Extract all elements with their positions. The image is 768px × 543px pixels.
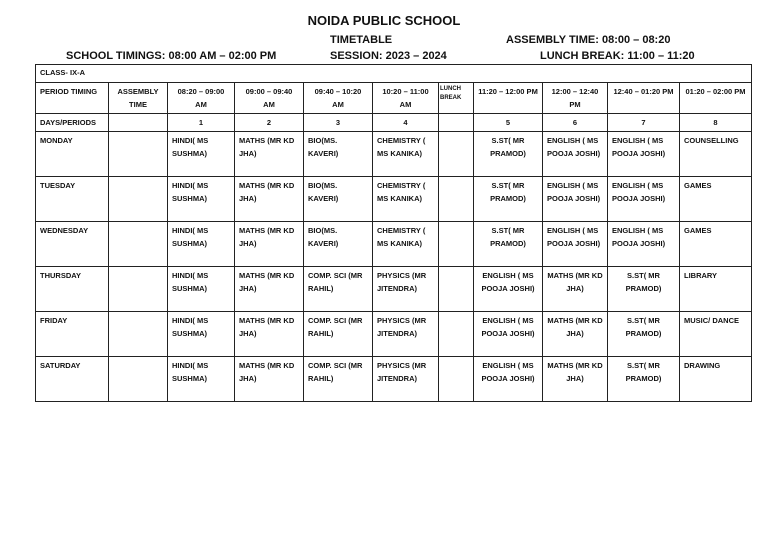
session: SESSION: 2023 – 2024 <box>330 50 447 62</box>
period-cell: MATHS (MR KD JHA) <box>235 357 304 402</box>
period-cell: PHYSICS (MR JITENDRA) <box>373 357 439 402</box>
period-cell: MATHS (MR KD JHA) <box>235 312 304 357</box>
period-cell: HINDI( MS SUSHMA) <box>168 312 235 357</box>
time-slot: 12:00 – 12:40 PM <box>543 83 608 114</box>
empty-cell <box>109 132 168 177</box>
period-cell: GAMES <box>680 177 752 222</box>
period-cell: HINDI( MS SUSHMA) <box>168 222 235 267</box>
lunch-break-time: LUNCH BREAK: 11:00 – 11:20 <box>540 50 695 62</box>
period-number: 7 <box>608 114 680 132</box>
day-row <box>36 312 752 357</box>
period-number: 5 <box>474 114 543 132</box>
time-slot: 12:40 – 01:20 PM <box>608 83 680 114</box>
empty-cell <box>109 177 168 222</box>
time-slot: 08:20 – 09:00 AM <box>168 83 235 114</box>
period-cell: HINDI( MS SUSHMA) <box>168 357 235 402</box>
lunch-cell <box>439 222 474 267</box>
timetable-label: TIMETABLE <box>330 34 393 46</box>
day-row <box>36 222 752 267</box>
assembly-time-header: ASSEMBLY TIME <box>109 83 168 114</box>
lunch-cell <box>439 312 474 357</box>
lunch-cell <box>439 267 474 312</box>
period-cell: BIO(MS. KAVERI) <box>304 222 373 267</box>
days-periods-row <box>36 114 752 132</box>
period-cell: ENGLISH ( MS POOJA JOSHI) <box>543 177 608 222</box>
period-number: 2 <box>235 114 304 132</box>
day-label: FRIDAY <box>36 312 109 357</box>
empty-cell <box>109 267 168 312</box>
period-cell: S.ST( MR PRAMOD) <box>474 177 543 222</box>
empty-cell <box>109 222 168 267</box>
period-timing-label: PERIOD TIMING <box>36 83 109 114</box>
lunch-cell <box>439 177 474 222</box>
period-cell: ENGLISH ( MS POOJA JOSHI) <box>543 132 608 177</box>
time-slot: 10:20 – 11:00 AM <box>373 83 439 114</box>
time-slot: 09:40 – 10:20 AM <box>304 83 373 114</box>
period-cell: MATHS (MR KD JHA) <box>235 177 304 222</box>
timetable <box>35 64 752 402</box>
period-number: 1 <box>168 114 235 132</box>
period-cell: HINDI( MS SUSHMA) <box>168 132 235 177</box>
day-row <box>36 177 752 222</box>
period-cell: CHEMISTRY ( MS KANIKA) <box>373 177 439 222</box>
assembly-time: ASSEMBLY TIME: 08:00 – 08:20 <box>506 34 671 46</box>
time-slot: 09:00 – 09:40 AM <box>235 83 304 114</box>
period-cell: PHYSICS (MR JITENDRA) <box>373 267 439 312</box>
lunch-cell <box>439 132 474 177</box>
period-cell: MATHS (MR KD JHA) <box>543 312 608 357</box>
period-cell: DRAWING <box>680 357 752 402</box>
period-cell: ENGLISH ( MS POOJA JOSHI) <box>608 222 680 267</box>
period-cell: S.ST( MR PRAMOD) <box>608 312 680 357</box>
period-cell: MATHS (MR KD JHA) <box>543 267 608 312</box>
period-number: 8 <box>680 114 752 132</box>
period-cell: HINDI( MS SUSHMA) <box>168 267 235 312</box>
school-timings: SCHOOL TIMINGS: 08:00 AM – 02:00 PM <box>66 50 277 62</box>
empty-cell <box>439 114 474 132</box>
period-cell: S.ST( MR PRAMOD) <box>608 357 680 402</box>
class-label: CLASS- IX-A <box>36 65 752 83</box>
period-cell: MATHS (MR KD JHA) <box>235 222 304 267</box>
period-cell: ENGLISH ( MS POOJA JOSHI) <box>474 267 543 312</box>
period-cell: ENGLISH ( MS POOJA JOSHI) <box>608 132 680 177</box>
day-row <box>36 132 752 177</box>
period-cell: ENGLISH ( MS POOJA JOSHI) <box>543 222 608 267</box>
period-number: 4 <box>373 114 439 132</box>
period-cell: LIBRARY <box>680 267 752 312</box>
empty-cell <box>109 114 168 132</box>
period-cell: MUSIC/ DANCE <box>680 312 752 357</box>
period-cell: BIO(MS. KAVERI) <box>304 132 373 177</box>
period-cell: COUNSELLING <box>680 132 752 177</box>
days-periods-label: DAYS/PERIODS <box>36 114 109 132</box>
day-row <box>36 357 752 402</box>
period-cell: COMP. SCI (MR RAHIL) <box>304 312 373 357</box>
day-label: MONDAY <box>36 132 109 177</box>
period-cell: MATHS (MR KD JHA) <box>235 132 304 177</box>
day-label: TUESDAY <box>36 177 109 222</box>
time-slot: 01:20 – 02:00 PM <box>680 83 752 114</box>
day-label: THURSDAY <box>36 267 109 312</box>
period-number: 6 <box>543 114 608 132</box>
lunch-break-header: LUNCH BREAK <box>439 83 474 114</box>
time-slot: 11:20 – 12:00 PM <box>474 83 543 114</box>
period-cell: ENGLISH ( MS POOJA JOSHI) <box>474 357 543 402</box>
empty-cell <box>109 312 168 357</box>
period-cell: S.ST( MR PRAMOD) <box>474 132 543 177</box>
period-cell: S.ST( MR PRAMOD) <box>608 267 680 312</box>
period-cell: S.ST( MR PRAMOD) <box>474 222 543 267</box>
period-cell: GAMES <box>680 222 752 267</box>
period-cell: MATHS (MR KD JHA) <box>235 267 304 312</box>
period-cell: CHEMISTRY ( MS KANIKA) <box>373 132 439 177</box>
period-timing-row <box>36 83 752 114</box>
period-cell: COMP. SCI (MR RAHIL) <box>304 267 373 312</box>
period-cell: ENGLISH ( MS POOJA JOSHI) <box>608 177 680 222</box>
period-cell: BIO(MS. KAVERI) <box>304 177 373 222</box>
day-row <box>36 267 752 312</box>
period-cell: MATHS (MR KD JHA) <box>543 357 608 402</box>
school-name: NOIDA PUBLIC SCHOOL <box>307 13 461 28</box>
period-cell: CHEMISTRY ( MS KANIKA) <box>373 222 439 267</box>
empty-cell <box>109 357 168 402</box>
day-label: WEDNESDAY <box>36 222 109 267</box>
period-cell: HINDI( MS SUSHMA) <box>168 177 235 222</box>
period-number: 3 <box>304 114 373 132</box>
period-cell: ENGLISH ( MS POOJA JOSHI) <box>474 312 543 357</box>
lunch-cell <box>439 357 474 402</box>
period-cell: COMP. SCI (MR RAHIL) <box>304 357 373 402</box>
day-label: SATURDAY <box>36 357 109 402</box>
period-cell: PHYSICS (MR JITENDRA) <box>373 312 439 357</box>
